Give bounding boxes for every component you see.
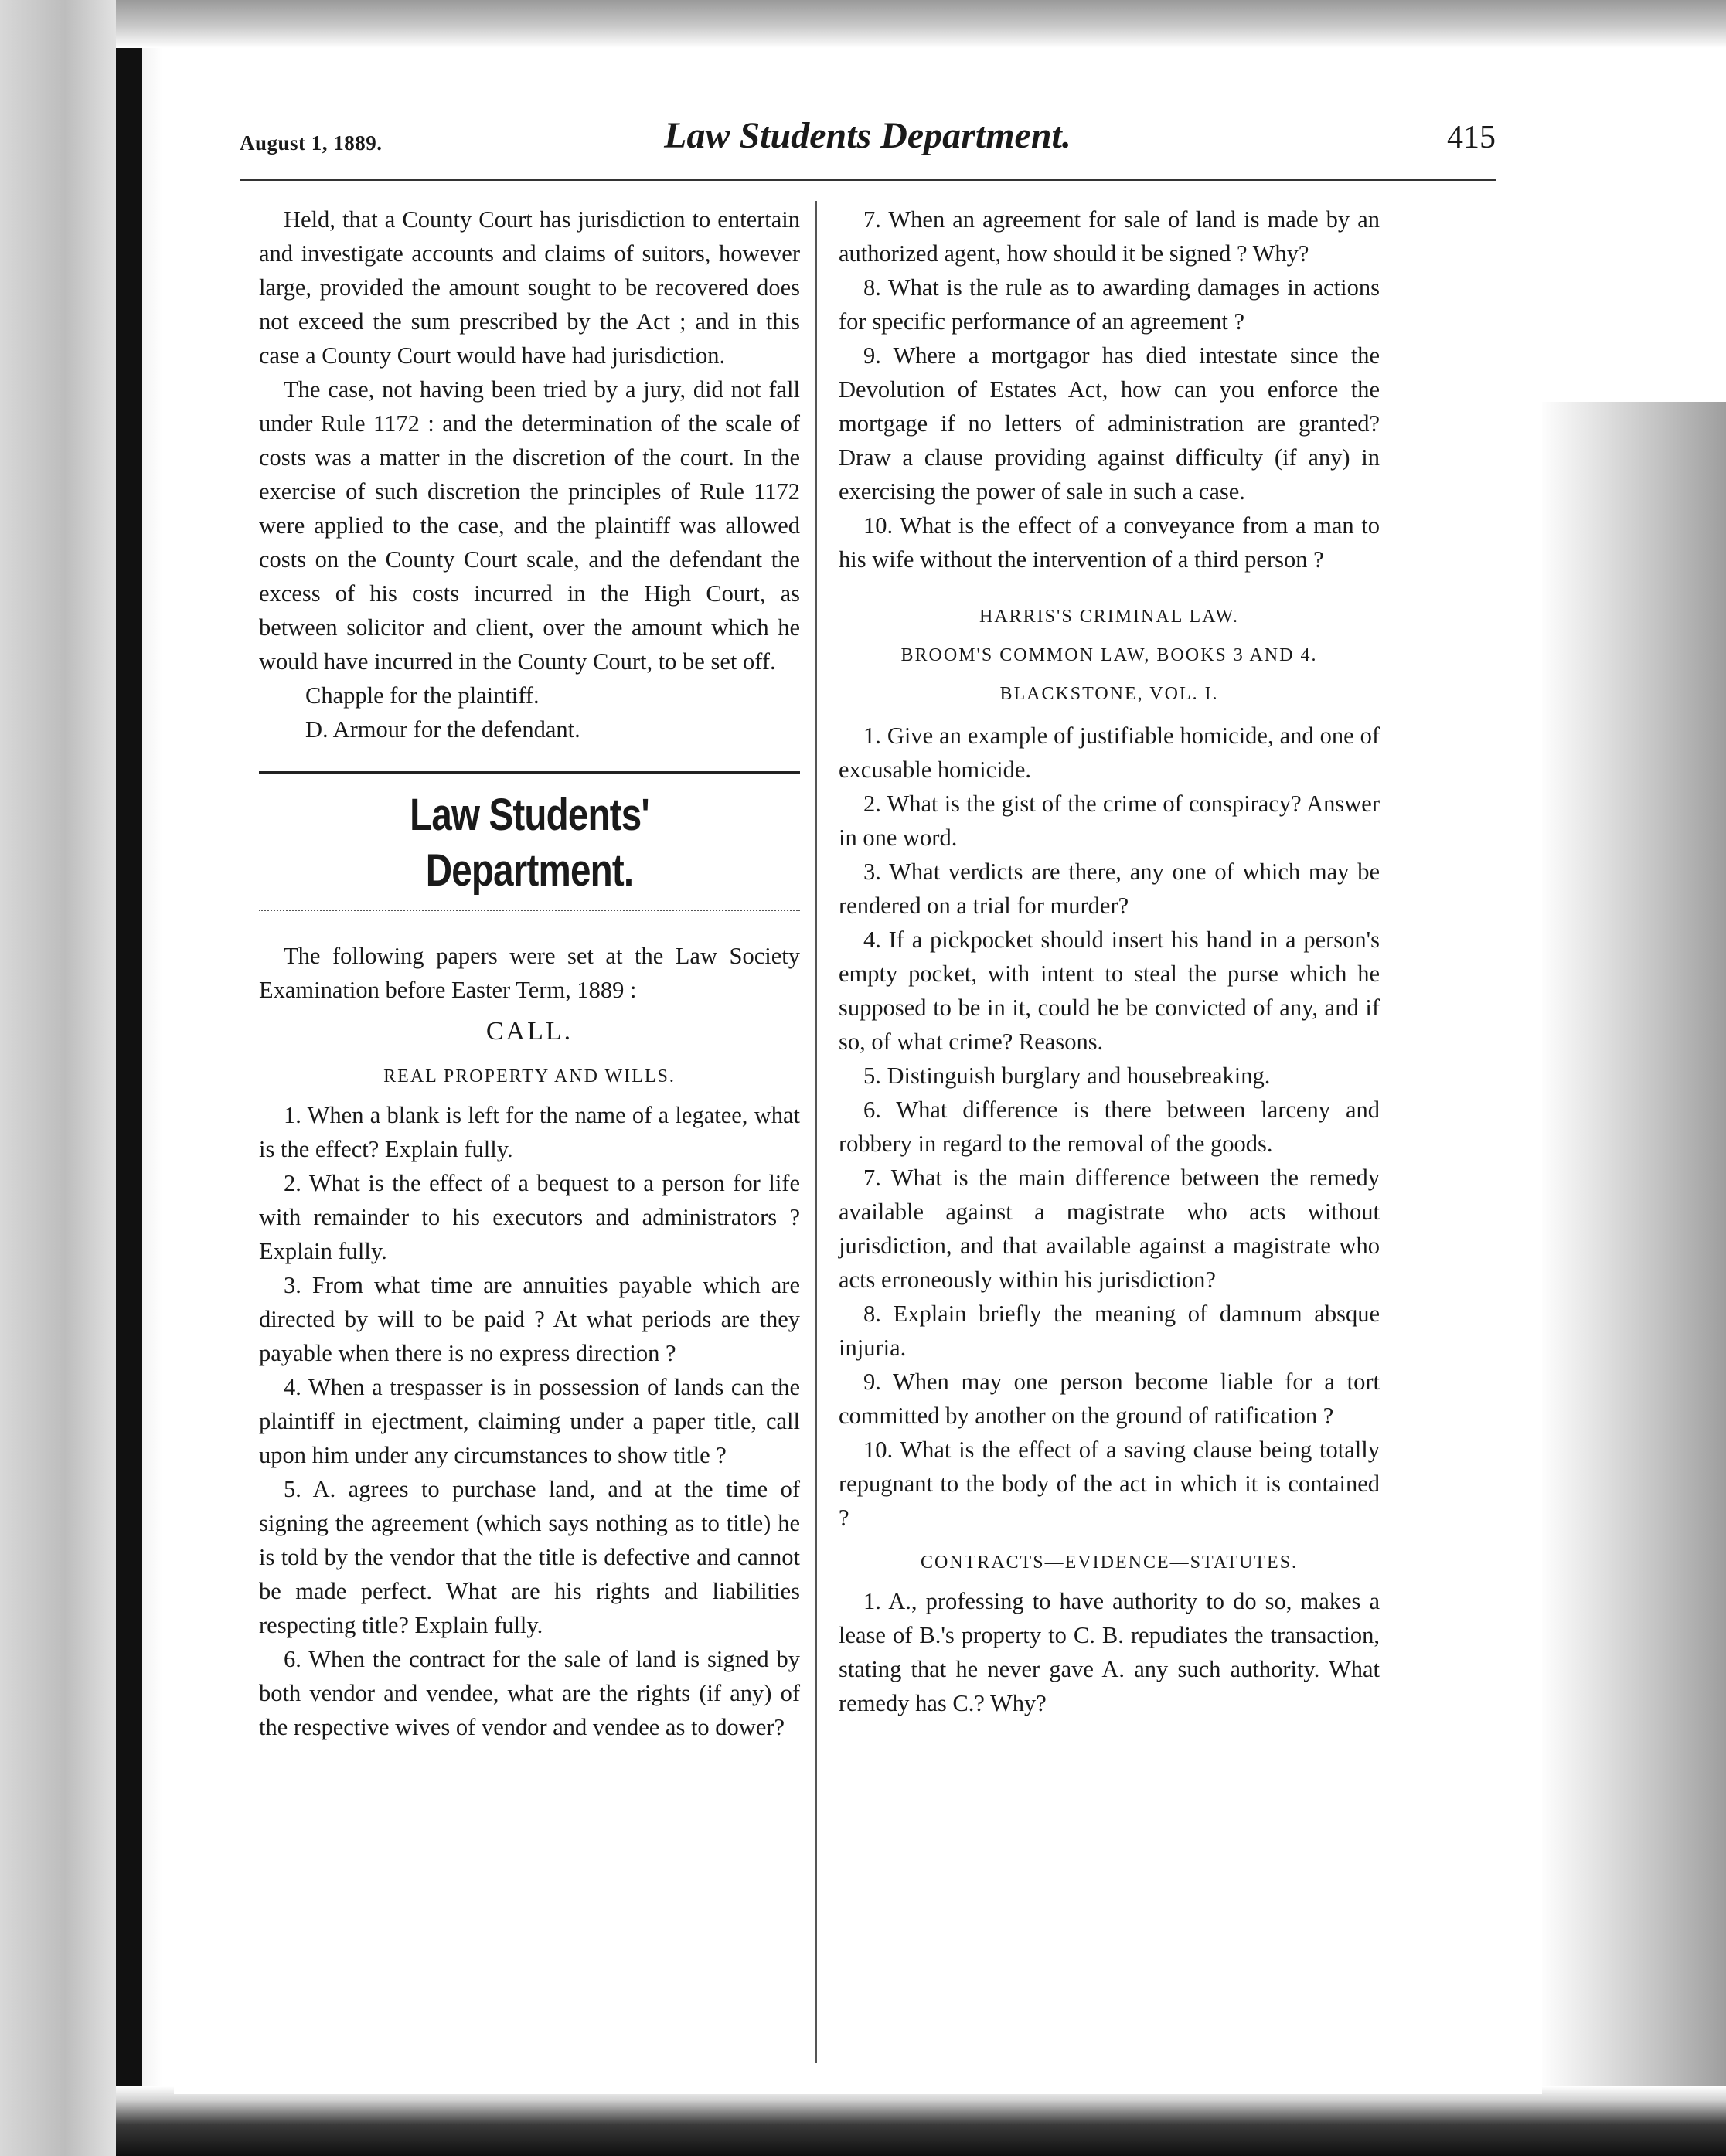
column-divider xyxy=(815,201,817,2063)
binding-spine xyxy=(116,31,142,2117)
question: 2. What is the effect of a bequest to a person for life with remainder to his executors and administrators ? Explain fully. xyxy=(259,1170,800,1264)
question: 10. What is the effect of a conveyance from a man to his wife without the intervention of a third person ? xyxy=(839,512,1380,573)
scan-edge-right xyxy=(1538,402,1726,2086)
question: 3. From what time are annuities payable which are directed by will to be paid ? At what periods are they payable when there is no express direction ? xyxy=(259,1272,800,1366)
question: 9. When may one person become liable for a tort committed by another on the ground of ratification ? xyxy=(839,1369,1380,1429)
question: 5. Distinguish burglary and housebreaking. xyxy=(863,1063,1271,1089)
question: 2. What is the gist of the crime of conspiracy? Answer in one word. xyxy=(839,791,1380,851)
question: 8. What is the rule as to awarding damages in actions for specific performance of an agreement ? xyxy=(839,274,1380,335)
question: 1. When a blank is left for the name of a legatee, what is the effect? Explain fully. xyxy=(259,1102,800,1162)
question: 9. Where a mortgagor has died intestate since the Devolution of Estates Act, how can you enforce the mortgage if no letters of administration are granted? Draw a clause providing against difficulty (if any) in exercising the power of sale in such a case. xyxy=(839,342,1380,505)
section-heading: CONTRACTS—EVIDENCE—STATUTES. xyxy=(920,1552,1299,1573)
case-paragraph: The case, not having been tried by a jury, did not fall under Rule 1172 : and the determination of the scale of costs was a matter in the discretion of the court. In the exercise of such discretion the principles of Rule 1172 were applied to the case, and the plaintiff was allowed costs on the County Court scale, and the defendant the excess of his costs incurred in the High Court, as between solicitor and client, over the amount which he would have incurred in the County Court, to be set off. xyxy=(259,376,800,675)
section-rule xyxy=(259,771,800,774)
left-column xyxy=(259,202,800,1744)
section-heading: HARRIS'S CRIMINAL LAW. xyxy=(979,607,1239,627)
question: 4. If a pickpocket should insert his hand in a person's empty pocket, with intent to steal the purse which he supposed to be in it, could he be convicted of any, and if so, of what crime? Reasons. xyxy=(839,927,1380,1055)
question: 6. When the contract for the sale of land is signed by both vendor and vendee, what are the rights (if any) of the respective wives of vendor and vendee as to dower? xyxy=(259,1646,800,1740)
case-paragraph: Held, that a County Court has jurisdiction to entertain and investigate accounts and claims of suitors, however large, provided the amount sought to be recovered does not exceed the sum prescribed by the Act ; and in this case a County Court would have had jurisdiction. xyxy=(259,206,800,369)
counsel-line: Chapple for the plaintiff. xyxy=(305,682,540,709)
question: 8. Explain briefly the meaning of damnum absque injuria. xyxy=(839,1301,1380,1361)
section-heading: REAL PROPERTY AND WILLS. xyxy=(383,1066,676,1087)
question: 7. What is the main difference between the remedy available against a magistrate who acts without jurisdiction, and that available against a magistrate who acts erroneously within his jurisdiction? xyxy=(839,1165,1380,1293)
running-title: Law Students Department. xyxy=(664,115,1071,156)
section-heading: BLACKSTONE, VOL. I. xyxy=(999,684,1219,704)
right-column xyxy=(839,202,1380,1720)
scan-edge-bottom xyxy=(116,2086,1726,2156)
question: 7. When an agreement for sale of land is made by an authorized agent, how should it be signed ? Why? xyxy=(839,206,1380,267)
department-title: Law Students' Department. xyxy=(410,790,649,896)
spacer xyxy=(839,576,1380,600)
counsel-line: D. Armour for the defendant. xyxy=(305,716,580,743)
header-rule xyxy=(240,179,1496,181)
call-heading: CALL. xyxy=(485,1017,574,1046)
page-number: 415 xyxy=(1447,120,1496,155)
question: 3. What verdicts are there, any one of which may be rendered on a trial for murder? xyxy=(839,859,1380,919)
question: 1. A., professing to have authority to do so, makes a lease of B.'s property to C. B. repudiates the transaction, stating that he never gave A. any such authority. What remedy has C.? Why? xyxy=(839,1588,1380,1716)
dotted-rule xyxy=(259,910,800,911)
running-header xyxy=(240,114,1496,176)
question: 5. A. agrees to purchase land, and at the time of signing the agreement (which says nothing as to title) he is told by the vendor that the title is defective and cannot be made perfect. What are his rights and liabilities respecting title? Explain fully. xyxy=(259,1476,800,1638)
intro-paragraph: The following papers were set at the Law Society Examination before Easter Term, 1889 : xyxy=(259,943,800,1003)
scan-edge-top xyxy=(116,0,1726,48)
issue-date: August 1, 1889. xyxy=(240,131,383,155)
question: 4. When a trespasser is in possession of lands can the plaintiff in ejectment, claiming under a paper title, call upon him under any circumstances to show title ? xyxy=(259,1374,800,1468)
journal-page xyxy=(174,54,1542,2094)
question: 1. Give an example of justifiable homicide, and one of excusable homicide. xyxy=(839,723,1380,783)
section-heading: BROOM'S COMMON LAW, BOOKS 3 AND 4. xyxy=(900,645,1318,665)
question: 10. What is the effect of a saving clause being totally repugnant to the body of the act in which it is contained ? xyxy=(839,1437,1380,1531)
question: 6. What difference is there between larceny and robbery in regard to the removal of the goods. xyxy=(839,1097,1380,1157)
